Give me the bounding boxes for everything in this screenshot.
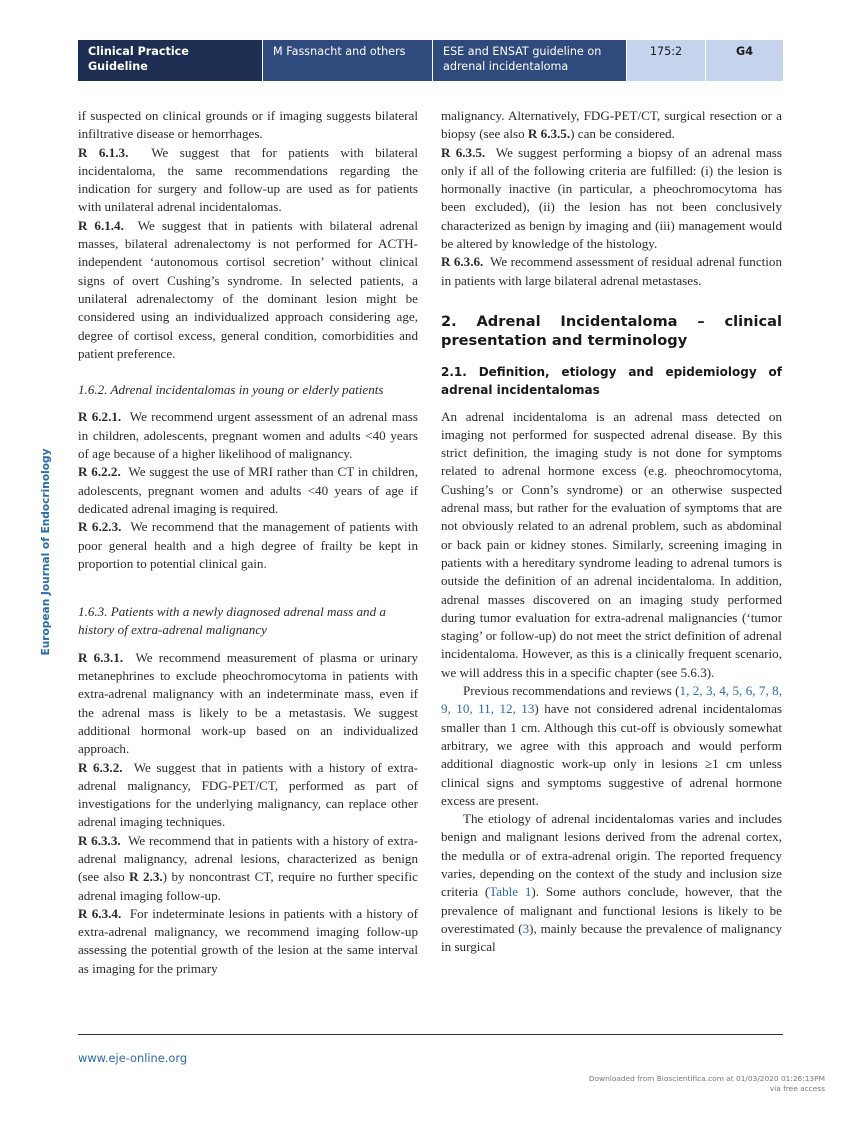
subsection-heading-1-6-3: 1.6.3. Patients with a newly diagnosed adrenal mass and a history of extra-adrenal malignancy: [78, 604, 386, 638]
recommendation-6-2-2: [78, 463, 418, 518]
recommendation-6-3-4: [78, 905, 418, 978]
download-line-2: via free access: [769, 1084, 825, 1093]
recommendation-6-3-6: [441, 253, 782, 290]
reference-link-3[interactable]: 3: [522, 920, 530, 936]
header-title-line1: ESE and ENSAT guideline on: [443, 45, 602, 58]
rec-label: R 6.1.3.: [78, 144, 129, 160]
recommendation-6-1-4: [78, 217, 418, 363]
rec-label: R 6.3.6.: [441, 254, 484, 270]
rec-text: We suggest that in patients with bilateral adrenal masses, bilateral adrenalectomy is not performed for ACTH-independent ‘autonomous cortisol secretion’ without clinical signs of overt Cushing’s syndrome. In selected patients, a unilateral adrenalectomy of the dominant lesion might be considered using an individualized approach considering age, degree of cortisol excess, general condition, comorbidities and patient preference.: [78, 217, 418, 361]
header-page: G4: [705, 40, 783, 81]
rec-label: R 6.3.2.: [78, 759, 123, 775]
recommendation-6-1-3: [78, 144, 418, 217]
rec-text: We suggest that in patients with a history of extra-adrenal malignancy, FDG-PET/CT, performed as part of investigations for the underlying malignancy, can replace other adrenal imaging techniques.: [78, 759, 418, 830]
rec-text: We suggest that for patients with bilateral incidentaloma, the same recommendations regarding the indication for surgery and follow-up are used as for patients with unilateral adrenal incidentalomas.: [78, 144, 418, 215]
table-1-link[interactable]: Table 1: [489, 884, 532, 900]
rec-text: For indeterminate lesions in patients with a history of extra-adrenal malignancy, we recommend imaging follow-up assessing the potential growth of the lesion at the same interval as imaging for the primary: [78, 905, 418, 976]
journal-website-link[interactable]: www.eje-online.org: [78, 1051, 188, 1065]
rec-label: R 6.3.5.: [441, 144, 486, 160]
recommendation-6-3-3: [78, 832, 418, 905]
rec-label: R 6.3.4.: [78, 905, 122, 921]
download-line-1: Downloaded from Bioscientifica.com at 01/03/2020 01:26:13PM: [588, 1074, 825, 1083]
cross-reference: R 6.3.5.: [527, 126, 571, 142]
footer-rule: [78, 1034, 783, 1035]
right-paragraph-continued: [441, 107, 782, 144]
rec-text: We recommend that the management of patients with poor general health and a high degree of frailty be kept in proportion to potential clinical gain.: [78, 519, 418, 571]
cross-reference: R 2.3.: [129, 869, 163, 885]
etiology-paragraph: [441, 810, 782, 956]
download-notice: [589, 1074, 825, 1094]
body-text: ) have not considered adrenal incidentalomas smaller than 1 cm. Although this cut-off is obviously somewhat arbitrary, we agree with this approach and would perform additional diagnostic work-up only in lesions ≥1 cm unless clinical signs and symptoms suggestive of adrenal hormone excess are present.: [441, 701, 782, 808]
rec-label: R 6.2.2.: [78, 464, 121, 480]
header-title: [432, 40, 626, 81]
rec-text: We recommend measurement of plasma or urinary metanephrines to exclude pheochromocytoma in patients with extra-adrenal malignancy with an indeterminate mass, even if the adrenal mass is likely to be a metastasis. We suggest additional hormonal work-up based on an individualized approach.: [78, 649, 418, 757]
body-text: ). Some authors conclude, however, that the prevalence of malignant and functional lesions is likely to be overestimated (: [441, 884, 783, 936]
recommendation-6-3-2: [78, 759, 418, 832]
rec-label: R 6.2.3.: [78, 519, 122, 535]
rec-label: R 6.3.1.: [78, 649, 124, 665]
reference-links[interactable]: 1, 2, 3, 4, 5, 6, 7, 8, 9, 10, 11, 12, 13: [441, 683, 782, 717]
left-column: [78, 107, 418, 978]
rec-label: R 6.2.1.: [78, 409, 122, 425]
section-heading-2: 2. Adrenal Incidentaloma – clinical presentation and terminology: [441, 312, 782, 350]
recommendation-6-2-3: [78, 518, 418, 573]
rec-text: We recommend urgent assessment of an adrenal mass in children, adolescents, pregnant women and adults <40 years of age because of a higher likelihood of malignancy.: [78, 409, 418, 462]
rec-text: ) by noncontrast CT, require no further specific adrenal imaging follow-up.: [78, 869, 418, 903]
header-authors: M Fassnacht and others: [262, 40, 432, 81]
body-text: Previous recommendations and reviews (: [463, 683, 680, 699]
subsection-heading-1-6-2: 1.6.2. Adrenal incidentalomas in young or elderly patients: [78, 382, 384, 398]
recommendation-6-3-1: [78, 649, 418, 759]
left-paragraph-continued: if suspected on clinical grounds or if imaging suggests bilateral infiltrative disease or hemorrhages.: [78, 108, 418, 142]
subsection-heading-2-1: 2.1. Definition, etiology and epidemiology of adrenal incidentalomas: [441, 364, 782, 398]
header-title-line2: adrenal incidentaloma: [443, 60, 569, 73]
running-header: [78, 40, 783, 81]
right-column: [441, 107, 782, 956]
body-text: ), mainly because the prevalence of malignancy in surgical: [441, 920, 782, 955]
recommendation-6-3-5: [441, 144, 782, 254]
rec-text: We suggest the use of MRI rather than CT in children, adolescents, pregnant women and adults <40 years of age if dedicated adrenal imaging is required.: [78, 464, 419, 516]
recommendation-6-2-1: [78, 408, 418, 463]
journal-side-label: European Journal of Endocrinology: [40, 448, 52, 656]
rec-text: We recommend assessment of residual adrenal function in patients with large bilateral adrenal metastases.: [441, 254, 782, 288]
threshold-paragraph: [441, 682, 782, 810]
body-text: ) can be considered.: [570, 126, 675, 142]
body-text: malignancy. Alternatively, FDG-PET/CT, surgical resection or a biopsy (see also: [441, 108, 782, 142]
definition-paragraph: An adrenal incidentaloma is an adrenal mass detected on imaging not performed for suspected adrenal disease. By this strict definition, the imaging study is not done for symptoms related to adrenal hormone excess (e.g. pheochromocytoma, Cushing’s or Conn’s syndrome) or an otherwise suspected adrenal mass, but rather for the evaluation of symptoms that are not obviously related to an adrenal problem, such as abdominal or back pain or kidney stones. Similarly, screening imaging in patients with a hereditary syndrome leading to adrenal tumors is outside the definition of an adrenal incidentaloma. In addition, adrenal masses discovered on an imaging study performed during tumor evaluation for extra-adrenal malignancies (‘tumor staging’ or follow-up) do not meet the strict definition of adrenal incidentaloma. However, as this is a clinically frequent scenario, we will address this in a specific chapter (see 5.6.3).: [441, 408, 782, 680]
header-section: Clinical Practice Guideline: [78, 40, 262, 81]
header-volume: 175:2: [626, 40, 705, 81]
body-text: The etiology of adrenal incidentalomas varies and includes benign and malignant lesions derived from the adrenal cortex, the medulla or of extra-adrenal origin. The reported frequency varies, depending on the context of the study and inclusion size criteria (: [441, 811, 782, 900]
rec-text: We suggest performing a biopsy of an adrenal mass only if all of the following criteria are fulfilled: (i) the lesion is hormonally inactive (in particular, a pheochromocytoma has been excluded), (ii) the lesion has not been conclusively characterized as benign by imaging and (iii) management would be altered by knowledge of the histology.: [441, 144, 782, 252]
rec-label: R 6.3.3.: [78, 832, 121, 848]
rec-text: We recommend that in patients with a history of extra-adrenal malignancy, adrenal lesions, characterized as benign (see also: [78, 832, 418, 885]
rec-label: R 6.1.4.: [78, 217, 124, 233]
